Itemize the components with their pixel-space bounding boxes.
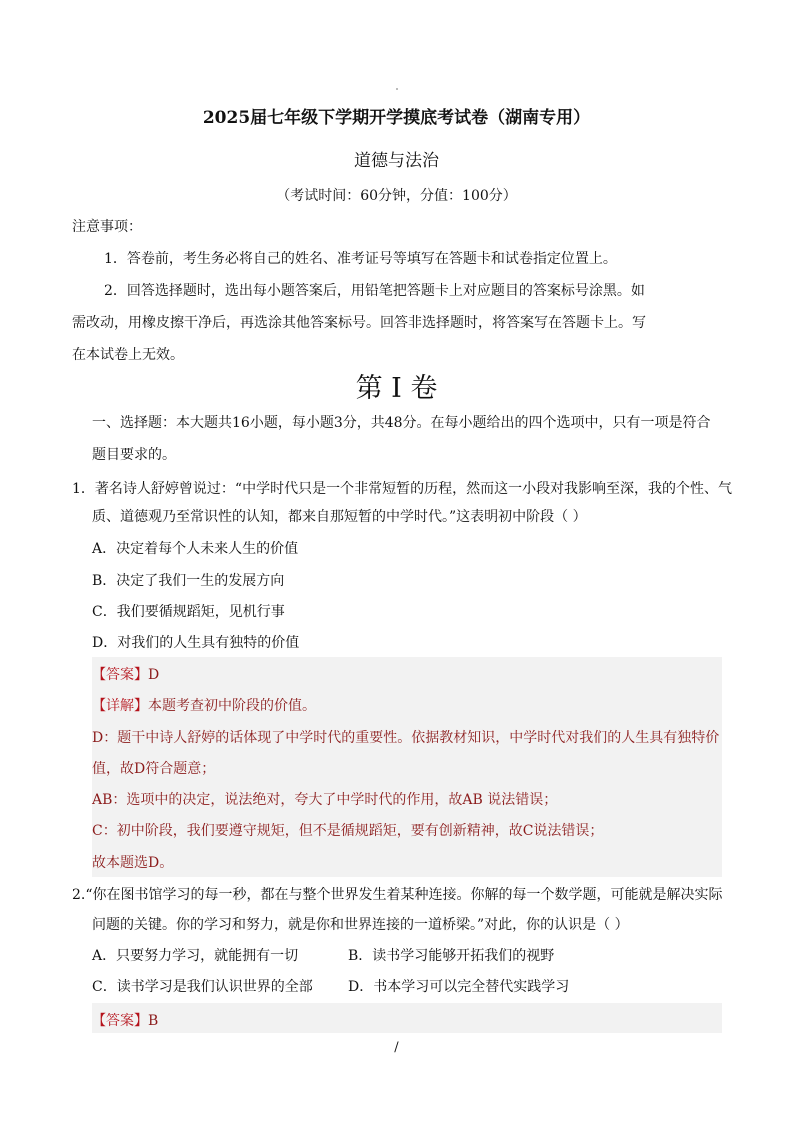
exam-info: （考试时间：60分钟，分值：100分）: [276, 188, 517, 204]
question-1-option-a: A．决定着每个人未来人生的价值: [92, 541, 299, 557]
question-2-option-c: C．读书学习是我们认识世界的全部: [92, 979, 313, 995]
detail-tag: 【详解】: [92, 698, 148, 714]
scan-dot: [396, 88, 398, 90]
question-1-analysis-line-3: AB：选项中的决定，说法绝对，夸大了中学时代的作用，故AB 说法错误；: [92, 792, 558, 808]
exam-title: 2025届七年级下学期开学摸底考试卷（湖南专用）: [202, 108, 591, 128]
answer-tag: 【答案】: [92, 1013, 148, 1029]
question-2-answer-box: [92, 1003, 722, 1033]
question-1-analysis-line-4: C：初中阶段，我们要遵守规矩，但不是循规蹈矩，要有创新精神，故C说法错误；: [92, 823, 604, 839]
subject-title: 道德与法治: [354, 151, 439, 171]
question-1-stem-line-2: 质、道德观乃至常识性的认知，都来自那短暂的中学时代。”这表明初中阶段（ ）: [92, 509, 587, 525]
question-1-option-c: C．我们要循规蹈矩，见机行事: [92, 604, 285, 620]
question-1-detail: [92, 695, 316, 715]
detail-text: 本题考查初中阶段的价值。: [148, 698, 316, 714]
section-1-instructions-line-2: 题目要求的。: [92, 447, 176, 463]
question-1-analysis-line-2: 值，故D符合题意；: [92, 761, 216, 777]
answer-value: B: [148, 1013, 159, 1029]
question-2-option-b: B．读书学习能够开拓我们的视野: [348, 948, 555, 964]
answer-tag: 【答案】: [92, 667, 148, 683]
question-1-option-d: D．对我们的人生具有独特的价值: [92, 635, 300, 651]
question-1-option-b: B．决定了我们一生的发展方向: [92, 573, 285, 589]
answer-value: D: [148, 667, 160, 683]
question-1-analysis-line-1: D：题干中诗人舒婷的话体现了中学时代的重要性。依据教材知识，中学时代对我们的人生具有独特价: [92, 730, 720, 746]
volume-title: 第 I 卷: [355, 373, 438, 404]
notice-item-2-line-1: 2．回答选择题时，选出每小题答案后，用铅笔把答题卡上对应题目的答案标号涂黑。如: [104, 283, 645, 299]
question-1-stem-line-1: 1．著名诗人舒婷曾说过：“中学时代只是一个非常短暂的历程，然而这一小段对我影响至深，我的个性、气: [72, 481, 733, 497]
question-1-answer: [92, 664, 159, 684]
question-2-answer: [92, 1010, 158, 1030]
question-2-option-d: D．书本学习可以完全替代实践学习: [348, 979, 570, 995]
notice-item-2-line-3: 在本试卷上无效。: [72, 347, 184, 363]
question-2-stem-line-1: 2.“你在图书馆学习的每一秒，都在与整个世界发生着某种连接。你解的每一个数学题，可能就是解决实际: [72, 887, 723, 903]
page-number: /: [394, 1040, 399, 1055]
question-1-conclusion: 故本题选D。: [92, 855, 174, 871]
notice-item-1: 1．答卷前，考生务必将自己的姓名、准考证号等填写在答题卡和试卷指定位置上。: [104, 251, 617, 267]
question-2-option-a: A．只要努力学习，就能拥有一切: [92, 948, 299, 964]
notice-heading: 注意事项：: [72, 219, 142, 235]
notice-item-2-line-2: 需改动，用橡皮擦干净后，再选涂其他答案标号。回答非选择题时，将答案写在答题卡上。写: [72, 315, 646, 331]
section-1-instructions-line-1: 一、选择题：本大题共16小题，每小题3分，共48分。在每小题给出的四个选项中，只有一项是符合: [92, 415, 711, 431]
question-2-stem-line-2: 问题的关键。你的学习和努力，就是你和世界连接的一道桥梁。”对此，你的认识是（ ）: [92, 917, 629, 933]
